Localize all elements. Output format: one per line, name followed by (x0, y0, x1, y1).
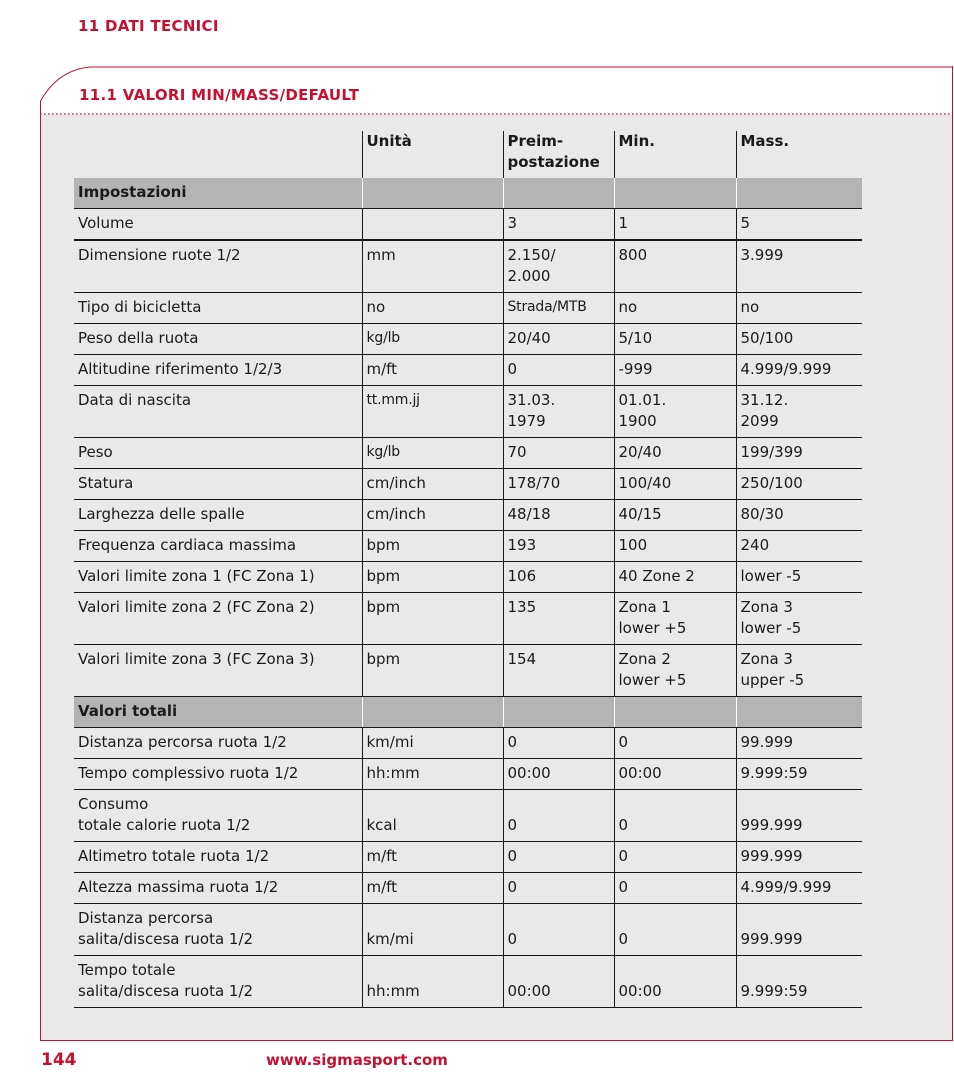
default-cell: 00:00 (503, 759, 614, 790)
table-body (74, 178, 862, 1008)
row-label: Statura (74, 469, 362, 500)
unit-cell: kg/lb (362, 324, 503, 355)
default-cell: 20/40 (503, 324, 614, 355)
unit-cell (362, 697, 503, 728)
default-cell: 154 (503, 645, 614, 697)
default-cell: 0 (503, 904, 614, 956)
table-row (74, 645, 862, 697)
table-row (74, 562, 862, 593)
max-cell (736, 697, 862, 728)
unit-cell: cm/inch (362, 469, 503, 500)
default-cell: 0 (503, 728, 614, 759)
default-cell: 0 (503, 842, 614, 873)
min-cell: 20/40 (614, 438, 736, 469)
min-cell: 0 (614, 728, 736, 759)
max-cell: 5 (736, 209, 862, 241)
unit-cell: no (362, 293, 503, 324)
min-cell: 40 Zone 2 (614, 562, 736, 593)
row-label: Altezza massima ruota 1/2 (74, 873, 362, 904)
min-cell: 1 (614, 209, 736, 241)
row-label: Data di nascita (74, 386, 362, 438)
unit-cell: bpm (362, 593, 503, 645)
max-cell: 999.999 (736, 904, 862, 956)
footer-url: www.sigmasport.com (266, 1051, 448, 1069)
unit-cell: m/ft (362, 873, 503, 904)
max-cell (736, 178, 862, 209)
default-cell: 178/70 (503, 469, 614, 500)
table-row (74, 790, 862, 842)
table-row (74, 500, 862, 531)
header-min: Min. (614, 131, 736, 178)
min-cell: 800 (614, 240, 736, 293)
row-label: Larghezza delle spalle (74, 500, 362, 531)
table-row (74, 531, 862, 562)
category-row (74, 697, 862, 728)
max-cell: 240 (736, 531, 862, 562)
table-row (74, 324, 862, 355)
table-row (74, 293, 862, 324)
default-cell: 00:00 (503, 956, 614, 1008)
unit-cell: bpm (362, 562, 503, 593)
default-cell: 193 (503, 531, 614, 562)
default-cell: 2.150/ 2.000 (503, 240, 614, 293)
row-label: Peso della ruota (74, 324, 362, 355)
header-max: Mass. (736, 131, 862, 178)
min-cell: 5/10 (614, 324, 736, 355)
max-cell: 250/100 (736, 469, 862, 500)
row-label: Frequenza cardiaca massima (74, 531, 362, 562)
unit-cell: tt.mm.jj (362, 386, 503, 438)
row-label: Volume (74, 209, 362, 241)
max-cell: 9.999:59 (736, 759, 862, 790)
unit-cell: mm (362, 240, 503, 293)
default-cell: 0 (503, 790, 614, 842)
max-cell: 31.12. 2099 (736, 386, 862, 438)
unit-cell: cm/inch (362, 500, 503, 531)
row-label: Tempo complessivo ruota 1/2 (74, 759, 362, 790)
row-label: Valori limite zona 2 (FC Zona 2) (74, 593, 362, 645)
table-row (74, 438, 862, 469)
row-label: Valori limite zona 1 (FC Zona 1) (74, 562, 362, 593)
unit-cell: bpm (362, 645, 503, 697)
category-row (74, 178, 862, 209)
row-label: Distanza percorsa ruota 1/2 (74, 728, 362, 759)
max-cell: lower -5 (736, 562, 862, 593)
max-cell: 4.999/9.999 (736, 873, 862, 904)
max-cell: no (736, 293, 862, 324)
row-label: Peso (74, 438, 362, 469)
section-title: 11.1 VALORI MIN/MASS/DEFAULT (79, 86, 360, 104)
unit-cell (362, 209, 503, 241)
min-cell: 100 (614, 531, 736, 562)
table-row (74, 728, 862, 759)
min-cell: Zona 2 lower +5 (614, 645, 736, 697)
row-label: Distanza percorsa salita/discesa ruota 1/2 (74, 904, 362, 956)
max-cell: 999.999 (736, 790, 862, 842)
min-cell: 0 (614, 790, 736, 842)
unit-cell: bpm (362, 531, 503, 562)
unit-cell: m/ft (362, 355, 503, 386)
max-cell: 199/399 (736, 438, 862, 469)
table-row (74, 209, 862, 241)
page-number: 144 (41, 1050, 77, 1070)
min-cell: 0 (614, 842, 736, 873)
default-cell: 3 (503, 209, 614, 241)
default-cell: Strada/MTB (503, 293, 614, 324)
unit-cell: km/mi (362, 728, 503, 759)
min-cell: 40/15 (614, 500, 736, 531)
min-cell: 01.01. 1900 (614, 386, 736, 438)
min-cell: no (614, 293, 736, 324)
row-label: Valori totali (74, 697, 362, 728)
header-unit: Unità (362, 131, 503, 178)
row-label: Impostazioni (74, 178, 362, 209)
default-cell: 31.03. 1979 (503, 386, 614, 438)
unit-cell (362, 178, 503, 209)
min-cell: 0 (614, 873, 736, 904)
table-row (74, 355, 862, 386)
default-cell: 48/18 (503, 500, 614, 531)
min-cell: 100/40 (614, 469, 736, 500)
row-label: Tempo totale salita/discesa ruota 1/2 (74, 956, 362, 1008)
table-row (74, 593, 862, 645)
max-cell: 9.999:59 (736, 956, 862, 1008)
table-row (74, 904, 862, 956)
max-cell: 3.999 (736, 240, 862, 293)
row-label: Tipo di bicicletta (74, 293, 362, 324)
min-cell: 0 (614, 904, 736, 956)
min-cell: 00:00 (614, 956, 736, 1008)
table-header-row (74, 131, 862, 178)
chapter-title: 11 DATI TECNICI (78, 17, 219, 35)
max-cell: 999.999 (736, 842, 862, 873)
table-row (74, 759, 862, 790)
table-row (74, 956, 862, 1008)
default-cell: 106 (503, 562, 614, 593)
min-cell (614, 178, 736, 209)
unit-cell: hh:mm (362, 956, 503, 1008)
header-blank (74, 131, 362, 178)
header-default: Preim- postazione (503, 131, 614, 178)
table-row (74, 386, 862, 438)
max-cell: 99.999 (736, 728, 862, 759)
row-label: Altimetro totale ruota 1/2 (74, 842, 362, 873)
unit-cell: m/ft (362, 842, 503, 873)
max-cell: Zona 3 upper -5 (736, 645, 862, 697)
table-row (74, 842, 862, 873)
row-label: Consumo totale calorie ruota 1/2 (74, 790, 362, 842)
default-cell (503, 178, 614, 209)
max-cell: 80/30 (736, 500, 862, 531)
unit-cell: hh:mm (362, 759, 503, 790)
min-cell: Zona 1 lower +5 (614, 593, 736, 645)
default-cell: 0 (503, 873, 614, 904)
default-cell: 135 (503, 593, 614, 645)
table-row (74, 469, 862, 500)
min-cell (614, 697, 736, 728)
default-cell (503, 697, 614, 728)
max-cell: 50/100 (736, 324, 862, 355)
unit-cell: km/mi (362, 904, 503, 956)
max-cell: Zona 3 lower -5 (736, 593, 862, 645)
row-label: Dimensione ruote 1/2 (74, 240, 362, 293)
min-cell: -999 (614, 355, 736, 386)
row-label: Valori limite zona 3 (FC Zona 3) (74, 645, 362, 697)
min-cell: 00:00 (614, 759, 736, 790)
max-cell: 4.999/9.999 (736, 355, 862, 386)
table-row (74, 873, 862, 904)
unit-cell: kg/lb (362, 438, 503, 469)
values-table (74, 131, 862, 1008)
unit-cell: kcal (362, 790, 503, 842)
default-cell: 70 (503, 438, 614, 469)
row-label: Altitudine riferimento 1/2/3 (74, 355, 362, 386)
default-cell: 0 (503, 355, 614, 386)
table-row (74, 240, 862, 293)
